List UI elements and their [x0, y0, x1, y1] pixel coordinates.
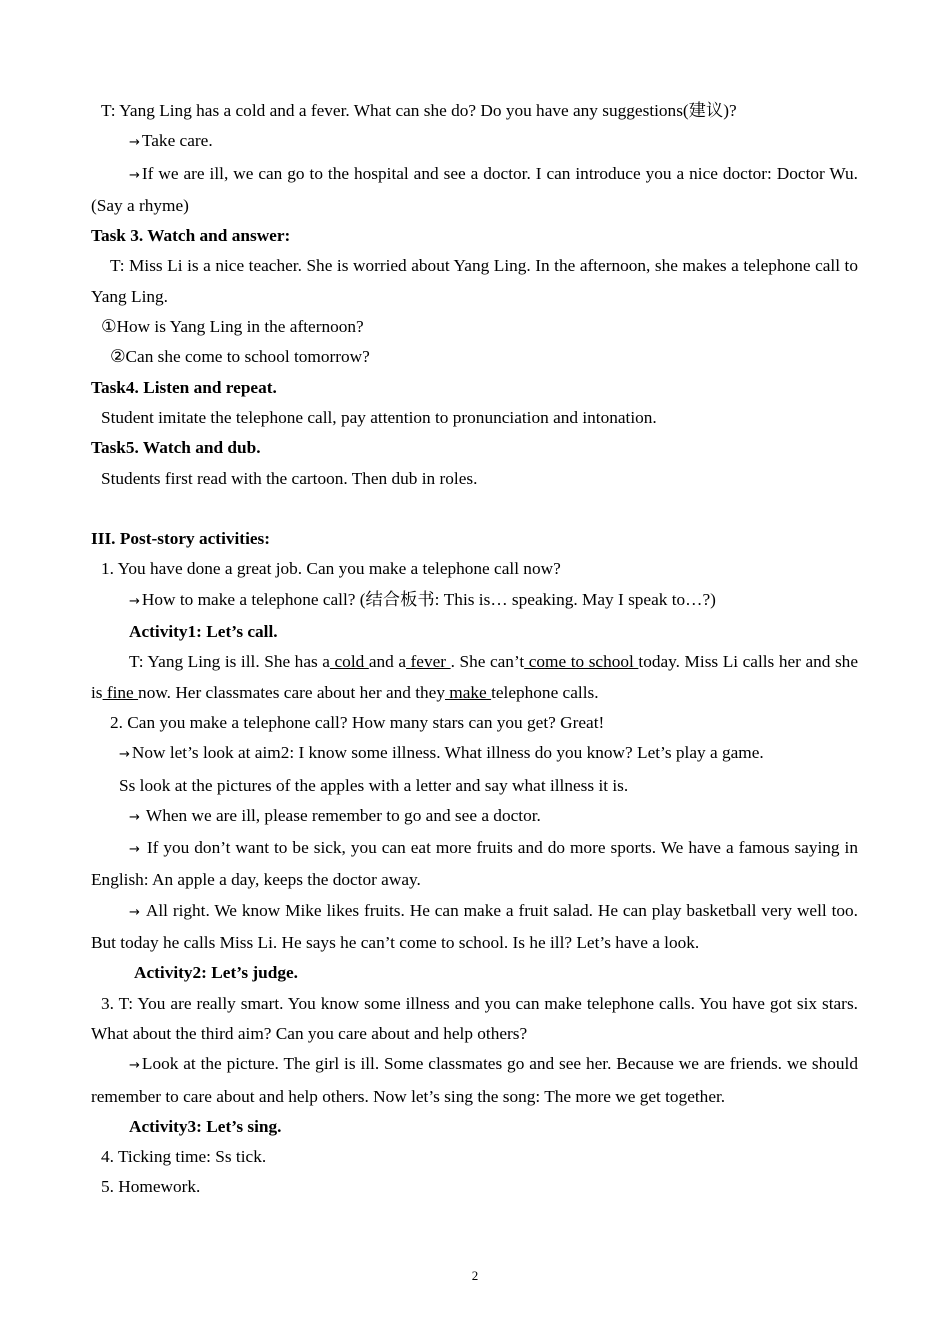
post-item-1: 1. You have done a great job. Can you make a telephone call now?	[101, 559, 561, 579]
task3-heading: Task 3. Watch and answer:	[91, 226, 291, 246]
blank-answer: make	[444, 682, 492, 702]
document-page	[91, 96, 858, 1203]
arrow-icon: →	[129, 593, 140, 609]
blank-answer: fever	[406, 652, 451, 672]
arrow-icon: →	[129, 167, 140, 183]
arrow-icon: →	[129, 904, 140, 920]
fill-in-paragraph: T: Yang Ling is ill. She has a cold and a fever . She can’t come to school today. Miss Li calls her and she is fine now. Her classmates care about her and they make telephone calls.	[91, 652, 858, 702]
task4-text: Student imitate the telephone call, pay attention to pronunciation and intonation.	[101, 407, 657, 427]
arrow-icon: →	[129, 809, 140, 825]
post-item-3: 3. T: You are really smart. You know some illness and you can make telephone calls. You have got six stars. What about the third aim? Can you care about and help others?	[91, 993, 858, 1043]
blank-answer: fine	[102, 682, 139, 702]
paragraph-hospital: → If we are ill, we can go to the hospital and see a doctor. I can introduce you a nice doctor: Doctor Wu. (Say a rhyme)	[91, 163, 858, 215]
paragraph-teacher-question: T: Yang Ling has a cold and a fever. What can she do? Do you have any suggestions(建议)?	[101, 101, 737, 120]
post-item-2-apple: → If you don’t want to be sick, you can eat more fruits and do more sports. We have a famous saying in English: An apple a day, keeps the doctor away.	[91, 838, 858, 890]
task3-text: T: Miss Li is a nice teacher. She is worried about Yang Ling. In the afternoon, she makes a telephone call to Yang Ling.	[91, 256, 858, 306]
task3-question-1: ①How is Yang Ling in the afternoon?	[101, 317, 364, 337]
post-item-2-doctor: → When we are ill, please remember to go and see a doctor.	[129, 805, 541, 825]
blank-answer: come to school	[524, 652, 639, 672]
activity3-heading: Activity3: Let’s sing.	[129, 1116, 282, 1136]
spacer	[91, 494, 858, 524]
post-item-2-aim: → Now let’s look at aim2: I know some illness. What illness do you know? Let’s play a game.	[119, 743, 764, 763]
arrow-icon: →	[129, 1058, 140, 1074]
task4-heading: Task4. Listen and repeat.	[91, 377, 277, 397]
paragraph-take-care: → Take care.	[129, 131, 213, 151]
post-story-heading: III. Post-story activities:	[91, 529, 271, 549]
activity1-heading: Activity1: Let’s call.	[129, 622, 278, 642]
post-item-5: 5. Homework.	[101, 1177, 201, 1197]
task5-text: Students first read with the cartoon. Then dub in roles.	[101, 468, 478, 488]
task3-question-2: ②Can she come to school tomorrow?	[110, 347, 370, 367]
activity2-heading: Activity2: Let’s judge.	[134, 963, 298, 983]
blank-answer: cold	[329, 652, 369, 672]
post-item-2-game: Ss look at the pictures of the apples with a letter and say what illness it is.	[119, 775, 629, 795]
arrow-icon: →	[129, 842, 140, 858]
post-item-1-arrow: → How to make a telephone call? (结合板书: This is… speaking. May I speak to…?)	[129, 589, 716, 609]
page-number: 2	[471, 1268, 479, 1283]
arrow-icon: →	[129, 135, 140, 151]
arrow-icon: →	[119, 747, 130, 763]
task5-heading: Task5. Watch and dub.	[91, 438, 261, 458]
post-item-2: 2. Can you make a telephone call? How many stars can you get? Great!	[110, 712, 605, 732]
post-item-3-picture: → Look at the picture. The girl is ill. Some classmates go and see her. Because we are friends. we should remember to care about and help others. Now let’s sing the song: The more we get together.	[91, 1054, 858, 1106]
post-item-4: 4. Ticking time: Ss tick.	[101, 1147, 267, 1167]
post-item-2-mike: → All right. We know Mike likes fruits. He can make a fruit salad. He can play basketball very well too. But today he calls Miss Li. He says he can’t come to school. Is he ill? Let’s have a look.	[91, 900, 858, 953]
